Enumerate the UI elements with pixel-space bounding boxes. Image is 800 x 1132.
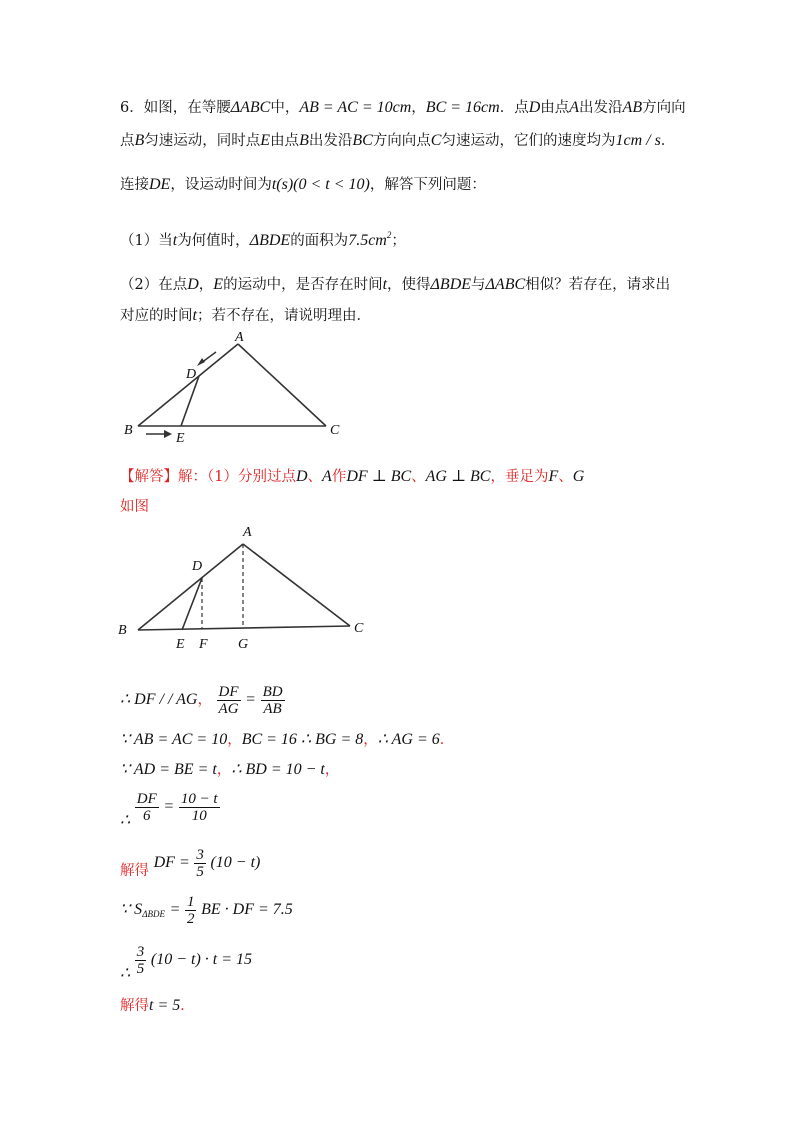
denominator: 2 — [186, 910, 195, 927]
math-segment: DE — [149, 176, 171, 193]
label-c: C — [330, 423, 340, 438]
math: BE · DF = 7.5 — [201, 901, 293, 918]
math: BC = 16 ∴ BG = 8 — [241, 731, 364, 748]
text: 、 — [307, 469, 323, 485]
question-1 — [120, 225, 406, 251]
text: ； — [391, 233, 406, 249]
text: 为何值时， — [177, 233, 250, 249]
therefore: ∴ — [120, 812, 131, 829]
text: 出发沿 — [579, 100, 623, 116]
fraction-3-5 — [135, 944, 147, 977]
math: ∵ S — [120, 901, 143, 918]
text: ，设运动时间为 — [170, 177, 272, 193]
text: ， — [227, 732, 242, 748]
math-point: B — [299, 132, 309, 149]
text: 与 — [471, 277, 486, 293]
text: ． — [180, 998, 195, 1014]
text: 出发沿 — [308, 133, 353, 149]
text: 点 — [120, 133, 135, 149]
question-2-line-2 — [120, 306, 371, 326]
math-triangle: ΔBDE — [430, 276, 472, 293]
text: ， — [216, 762, 232, 778]
text: 如图 — [120, 499, 149, 515]
label-e: E — [176, 637, 185, 652]
math-point: F — [548, 468, 559, 485]
text: ． — [439, 732, 455, 748]
label-a: A — [235, 330, 244, 345]
solve-label: 解得 — [120, 863, 149, 879]
label-e: E — [176, 431, 185, 445]
segment-ac — [243, 544, 350, 626]
math-point: E — [213, 276, 224, 293]
text: 相似？若存在，请求出 — [525, 277, 671, 293]
math-speed: 1cm / s — [615, 132, 661, 149]
text: ，垂足为 — [490, 469, 549, 485]
math-point: C — [430, 132, 442, 149]
answer-tag: 【解答】 — [120, 469, 178, 485]
denominator: 5 — [136, 960, 145, 977]
step-6 — [120, 893, 293, 931]
figure-1-triangle — [110, 330, 350, 445]
numerator: DF — [136, 790, 157, 807]
math-point: G — [572, 468, 585, 485]
math-triangle: ΔABC — [485, 276, 526, 293]
text: 、 — [558, 469, 573, 485]
label-d: D — [192, 559, 203, 574]
step-7 — [120, 943, 252, 991]
segment-ab — [138, 544, 243, 630]
numerator: 1 — [186, 893, 195, 910]
fraction-3-5 — [194, 847, 206, 880]
text: 中， — [270, 100, 300, 116]
math: DF = — [153, 854, 190, 871]
math: (10 − t) · t = 15 — [150, 951, 253, 968]
math-area: 7.5cm — [348, 232, 387, 249]
text: 由点 — [540, 100, 570, 116]
fraction-bd-ab — [261, 684, 285, 717]
label-b: B — [118, 623, 127, 638]
label-g: G — [238, 637, 249, 652]
text: 方向向 — [642, 100, 686, 116]
denominator: AB — [263, 700, 282, 717]
therefore: ∴ — [120, 965, 131, 982]
problem-line-1 — [120, 98, 686, 118]
numerator: 3 — [196, 846, 204, 863]
math-superscript: 2 — [386, 230, 392, 240]
denominator: 5 — [196, 863, 204, 880]
text: 连接 — [120, 177, 149, 193]
text: 方向向点 — [372, 133, 431, 149]
text: ， — [198, 277, 214, 293]
label-c: C — [354, 621, 364, 636]
text: 6．如图，在等腰 — [120, 100, 231, 116]
numerator: BD — [262, 683, 283, 700]
step-4 — [120, 790, 220, 838]
equals: = — [163, 798, 175, 815]
math-point: D — [528, 99, 541, 116]
math-segment: AB — [622, 99, 643, 116]
math-point: D — [187, 276, 199, 293]
math-result: t = 5 — [149, 997, 181, 1014]
text: ；若不存在，请说明理由． — [196, 308, 371, 324]
solve-label: 解得 — [120, 998, 149, 1014]
math: ∴ BD = 10 − t — [231, 761, 325, 778]
math-point: A — [569, 99, 580, 116]
figure-2-triangle — [110, 520, 380, 655]
text: 匀速运动，同时点 — [144, 133, 261, 149]
answer-line-1 — [120, 467, 584, 487]
label-f: F — [199, 637, 208, 652]
text: ，解答下列问题： — [369, 177, 486, 193]
math-perp: DF ⊥ BC — [346, 468, 412, 485]
fraction-10-t — [179, 791, 220, 824]
text: （1）当 — [120, 233, 173, 249]
problem-line-2 — [120, 131, 675, 151]
text: 、 — [411, 469, 426, 485]
math-perp: AG ⊥ BC — [425, 468, 491, 485]
text: ， — [324, 762, 340, 778]
text: 由点 — [270, 133, 300, 149]
step-5 — [120, 846, 260, 888]
fraction-df-ag — [217, 684, 241, 717]
denominator: AG — [218, 700, 239, 717]
text: ，使得 — [387, 277, 431, 293]
arrow-head-icon — [197, 358, 205, 366]
segment-ac — [238, 344, 326, 426]
label-b: B — [124, 423, 133, 438]
math-var: t — [192, 307, 197, 324]
numerator: 3 — [136, 943, 145, 960]
step-1 — [120, 683, 285, 717]
text: ， — [411, 100, 426, 116]
text: 对应的时间 — [120, 308, 193, 324]
problem-line-3 — [120, 175, 486, 195]
text: 的面积为 — [290, 233, 349, 249]
math-time-range: t(s)(0 < t < 10) — [271, 176, 370, 193]
fraction-1-2 — [185, 894, 197, 927]
answer-line-2 — [120, 497, 149, 517]
label-d: D — [186, 367, 197, 382]
math-var: t — [172, 232, 178, 249]
denominator: 6 — [143, 807, 151, 824]
text: ． — [660, 133, 676, 149]
step-2 — [120, 730, 454, 750]
numerator: DF — [218, 683, 239, 700]
text: ， — [197, 692, 212, 708]
numerator: 10 − t — [180, 790, 218, 807]
equals: = — [169, 901, 181, 918]
math: ∵ AB = AC = 10 — [120, 731, 228, 748]
math-segment: BC — [352, 132, 373, 149]
math-point: E — [260, 132, 271, 149]
text: （2）在点 — [120, 277, 188, 293]
math: (10 − t) — [210, 854, 261, 871]
step-8 — [120, 996, 195, 1016]
math: ∵ AD = BE = t — [120, 761, 217, 778]
math-point: B — [134, 132, 145, 149]
math-parallel: ∴ DF / / AG — [120, 691, 198, 708]
text: 作 — [331, 469, 347, 485]
segment-ab — [138, 344, 238, 426]
segment-bc — [138, 626, 350, 630]
math-point: D — [295, 468, 308, 485]
math-point: A — [322, 468, 332, 485]
fraction-df-6 — [135, 791, 159, 824]
math: ∴ AG = 6 — [377, 731, 440, 748]
math-ab-ac: AB = AC = 10cm — [299, 99, 412, 116]
text: 的运动中，是否存在时间 — [223, 277, 383, 293]
text: 匀速运动，它们的速度均为 — [441, 133, 616, 149]
denominator: 10 — [191, 807, 207, 824]
step-3 — [120, 760, 339, 780]
question-2-line-1 — [120, 275, 670, 295]
subscript: ΔBDE — [142, 909, 165, 919]
text: ， — [363, 732, 378, 748]
math-triangle: ΔBDE — [249, 232, 291, 249]
arrow-head-icon — [164, 430, 172, 438]
text: 解：（1）分别过点 — [178, 469, 296, 485]
equals: = — [245, 691, 256, 708]
math-bc: BC = 16cm — [425, 99, 500, 116]
label-a: A — [243, 525, 252, 540]
text: ．点 — [499, 100, 529, 116]
math-var: t — [382, 276, 388, 293]
math-triangle-abc: ΔABC — [230, 99, 271, 116]
